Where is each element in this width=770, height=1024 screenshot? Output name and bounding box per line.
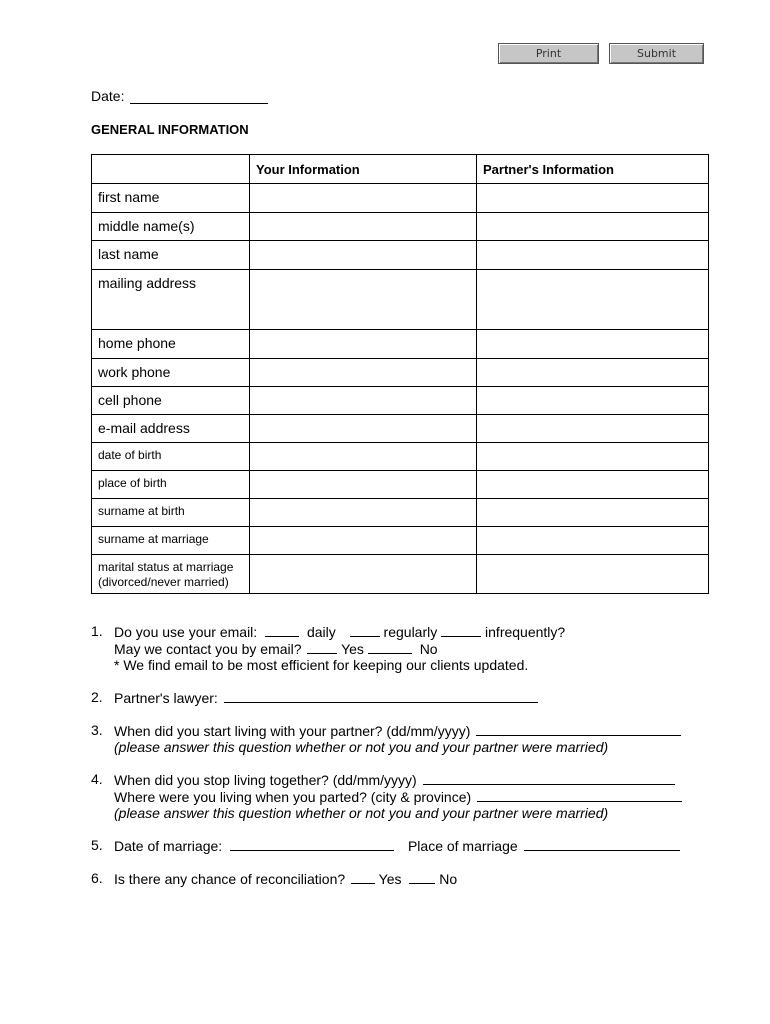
q6-yes-blank[interactable] bbox=[351, 870, 375, 884]
q1-daily-label: daily bbox=[306, 624, 336, 640]
q6-yes-label: Yes bbox=[378, 871, 402, 887]
question-number: 4. bbox=[91, 771, 103, 787]
table-row bbox=[92, 330, 709, 359]
table-corner-cell bbox=[92, 155, 250, 184]
q1-infrequently-label: infrequently? bbox=[485, 624, 566, 640]
table-row bbox=[92, 471, 709, 499]
print-button[interactable]: Print bbox=[498, 43, 599, 64]
row-label-work-phone: work phone bbox=[92, 359, 250, 387]
table-row bbox=[92, 555, 709, 594]
question-6 bbox=[91, 870, 457, 887]
row-label-mailing-address: mailing address bbox=[92, 270, 250, 330]
row-label-middle-names: middle name(s) bbox=[92, 213, 250, 241]
start-living-date-field[interactable] bbox=[476, 722, 681, 736]
question-5 bbox=[91, 837, 680, 854]
q5-label: Date of marriage: bbox=[114, 838, 223, 854]
q1-regularly-label: regularly bbox=[383, 624, 438, 640]
q6-label: Is there any chance of reconciliation? bbox=[114, 871, 346, 887]
q1-contact-question: May we contact you by email? bbox=[114, 641, 302, 657]
partner-work-phone-field[interactable] bbox=[477, 359, 709, 387]
col-header-your-information: Your Information bbox=[250, 155, 477, 184]
partner-place-of-birth-field[interactable] bbox=[477, 471, 709, 499]
partner-surname-at-marriage-field[interactable] bbox=[477, 527, 709, 555]
your-email-address-field[interactable] bbox=[250, 415, 477, 443]
q1-prefix: Do you use your email: bbox=[114, 624, 258, 640]
your-marital-status-field[interactable] bbox=[250, 555, 477, 594]
place-of-marriage-field[interactable] bbox=[524, 837, 680, 851]
stop-living-date-field[interactable] bbox=[423, 771, 675, 785]
submit-button[interactable]: Submit bbox=[609, 43, 704, 64]
question-number: 1. bbox=[91, 623, 103, 639]
question-number: 5. bbox=[91, 837, 103, 853]
your-cell-phone-field[interactable] bbox=[250, 387, 477, 415]
date-field[interactable] bbox=[130, 89, 268, 104]
question-4 bbox=[91, 771, 682, 821]
q4-label-2: Where were you living when you parted? (city & province) bbox=[114, 789, 472, 805]
q6-no-label: No bbox=[439, 871, 458, 887]
q1-yes-blank[interactable] bbox=[307, 640, 337, 654]
q1-daily-blank[interactable] bbox=[265, 623, 299, 637]
q3-note: (please answer this question whether or not you and your partner were married) bbox=[114, 739, 609, 755]
q2-label: Partner's lawyer: bbox=[114, 690, 218, 706]
q4-note: (please answer this question whether or not you and your partner were married) bbox=[114, 805, 609, 821]
q3-label: When did you start living with your partner? (dd/mm/yyyy) bbox=[114, 723, 471, 739]
question-number: 2. bbox=[91, 689, 103, 705]
your-surname-at-marriage-field[interactable] bbox=[250, 527, 477, 555]
place-of-marriage-label: Place of marriage bbox=[407, 838, 518, 854]
q1-note: * We find email to be most efficient for keeping our clients updated. bbox=[114, 657, 529, 673]
partner-surname-at-birth-field[interactable] bbox=[477, 499, 709, 527]
table-row bbox=[92, 443, 709, 471]
section-title: GENERAL INFORMATION bbox=[91, 122, 249, 137]
row-label-first-name: first name bbox=[92, 184, 250, 213]
q1-infrequently-blank[interactable] bbox=[441, 623, 481, 637]
col-header-partner-information: Partner's Information bbox=[477, 155, 709, 184]
partner-first-name-field[interactable] bbox=[477, 184, 709, 213]
question-3 bbox=[91, 722, 681, 755]
partner-cell-phone-field[interactable] bbox=[477, 387, 709, 415]
date-row bbox=[91, 88, 268, 104]
q4-label: When did you stop living together? (dd/mm/yyyy) bbox=[114, 772, 417, 788]
row-label-date-of-birth: date of birth bbox=[92, 443, 250, 471]
general-information-table bbox=[91, 154, 709, 594]
table-row bbox=[92, 527, 709, 555]
table-header-row bbox=[92, 155, 709, 184]
date-of-marriage-field[interactable] bbox=[230, 837, 394, 851]
your-first-name-field[interactable] bbox=[250, 184, 477, 213]
q6-no-blank[interactable] bbox=[409, 870, 435, 884]
row-label-cell-phone: cell phone bbox=[92, 387, 250, 415]
your-place-of-birth-field[interactable] bbox=[250, 471, 477, 499]
your-date-of-birth-field[interactable] bbox=[250, 443, 477, 471]
question-2 bbox=[91, 689, 538, 706]
table-row bbox=[92, 213, 709, 241]
row-label-surname-at-birth: surname at birth bbox=[92, 499, 250, 527]
your-middle-names-field[interactable] bbox=[250, 213, 477, 241]
q1-no-label: No bbox=[419, 641, 438, 657]
partner-email-address-field[interactable] bbox=[477, 415, 709, 443]
table-row bbox=[92, 387, 709, 415]
q1-yes-label: Yes bbox=[341, 641, 364, 657]
your-home-phone-field[interactable] bbox=[250, 330, 477, 359]
table-row bbox=[92, 184, 709, 213]
partner-date-of-birth-field[interactable] bbox=[477, 443, 709, 471]
q1-no-blank[interactable] bbox=[368, 640, 412, 654]
partner-marital-status-field[interactable] bbox=[477, 555, 709, 594]
your-work-phone-field[interactable] bbox=[250, 359, 477, 387]
question-number: 3. bbox=[91, 722, 103, 738]
parted-location-field[interactable] bbox=[477, 788, 682, 802]
your-surname-at-birth-field[interactable] bbox=[250, 499, 477, 527]
table-row bbox=[92, 415, 709, 443]
table-row bbox=[92, 499, 709, 527]
q1-regularly-blank[interactable] bbox=[350, 623, 380, 637]
your-last-name-field[interactable] bbox=[250, 241, 477, 270]
row-label-email-address: e-mail address bbox=[92, 415, 250, 443]
partner-middle-names-field[interactable] bbox=[477, 213, 709, 241]
date-label: Date: bbox=[91, 88, 125, 104]
question-number: 6. bbox=[91, 870, 103, 886]
table-row bbox=[92, 359, 709, 387]
partner-mailing-address-field[interactable] bbox=[477, 270, 709, 330]
partner-last-name-field[interactable] bbox=[477, 241, 709, 270]
question-1 bbox=[91, 623, 565, 673]
table-row bbox=[92, 270, 709, 330]
row-label-home-phone: home phone bbox=[92, 330, 250, 359]
your-mailing-address-field[interactable] bbox=[250, 270, 477, 330]
row-label-surname-at-marriage: surname at marriage bbox=[92, 527, 250, 555]
row-label-marital-status: marital status at marriage (divorced/never married) bbox=[92, 555, 250, 594]
row-label-last-name: last name bbox=[92, 241, 250, 270]
table-row bbox=[92, 241, 709, 270]
partners-lawyer-field[interactable] bbox=[224, 689, 538, 703]
partner-home-phone-field[interactable] bbox=[477, 330, 709, 359]
row-label-place-of-birth: place of birth bbox=[92, 471, 250, 499]
